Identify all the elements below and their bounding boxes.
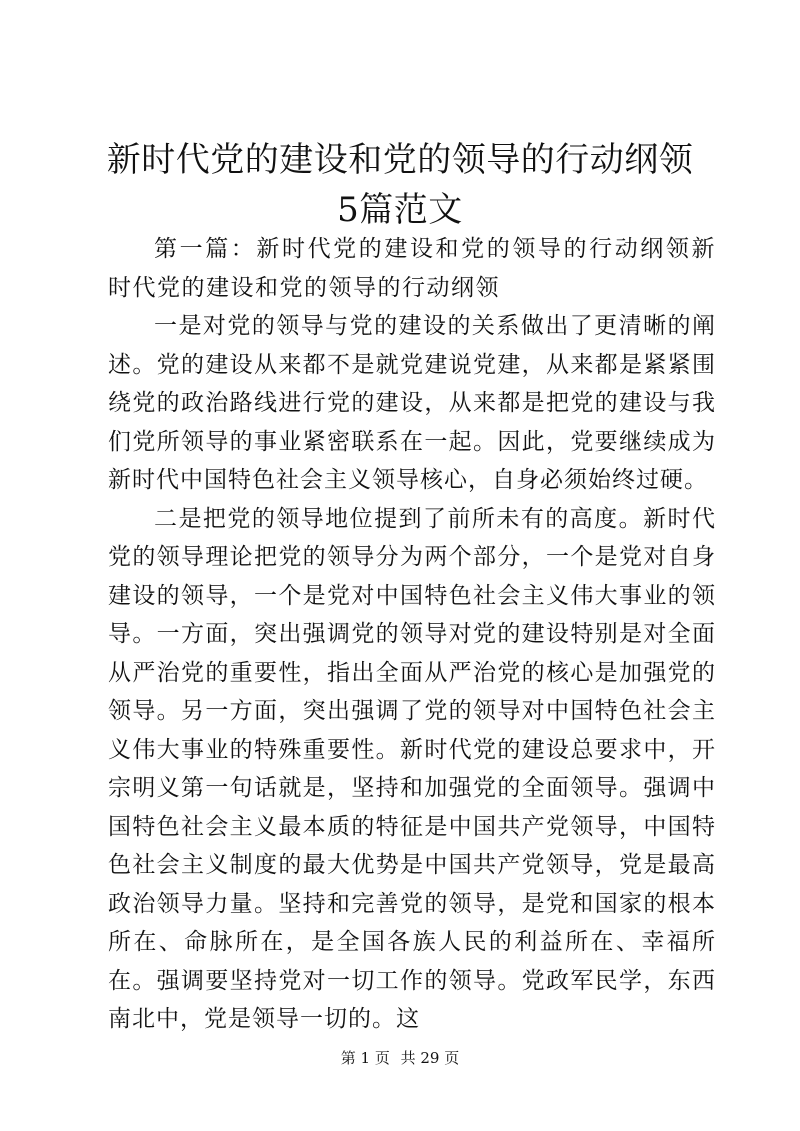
document-title: 新时代党的建设和党的领导的行动纲领5篇范文: [106, 140, 694, 230]
body-paragraph: 二是把党的领导地位提到了前所未有的高度。新时代党的领导理论把党的领导分为两个部分，一个是党对自身建设的领导，一个是党对中国特色社会主义伟大事业的领导。一方面，突出强调党的领导对党的建设特别是对全面从严治党的重要性，指出全面从严治党的核心是加强党的领导。另一方面，突出强调了党的领导对中国特色社会主义伟大事业的特殊重要性。新时代党的建设总要求中，开宗明义第一句话就是，坚持和加强党的全面领导。强调中国特色社会主义最本质的特征是中国共产党领导，中国特色社会主义制度的最大优势是中国共产党领导，党是最高政治领导力量。坚持和完善党的领导，是党和国家的根本所在、命脉所在，是全国各族人民的利益所在、幸福所在。强调要坚持党对一切工作的领导。党政军民学，东西南北中，党是领导一切的。这: [108, 505, 716, 1032]
body-paragraph: 一是对党的领导与党的建设的关系做出了更清晰的阐述。党的建设从来都不是就党建说党建，从来都是紧紧围绕党的政治路线进行党的建设，从来都是把党的建设与我们党所领导的事业紧密联系在一起。因此，党要继续成为新时代中国特色社会主义领导核心，自身必须始终过硬。: [108, 313, 716, 493]
page-footer: [0, 1048, 800, 1068]
document-body: [108, 230, 716, 1039]
page-total: 共 29 页: [400, 1049, 460, 1067]
section-heading-paragraph: 第一篇：新时代党的建设和党的领导的行动纲领新时代党的建设和党的领导的行动纲领: [108, 236, 716, 301]
page-number: 第 1 页: [340, 1049, 390, 1067]
